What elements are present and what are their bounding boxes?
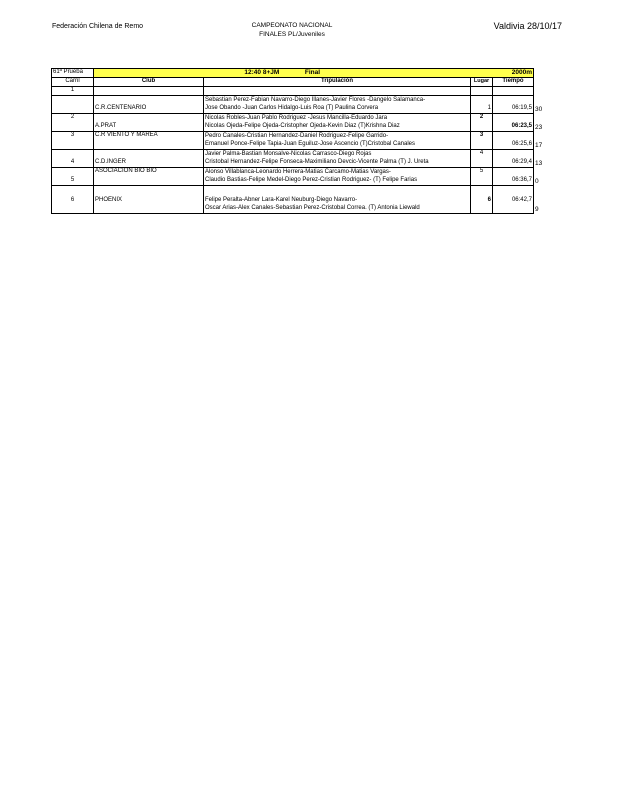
place-value: 3	[471, 131, 493, 149]
points-value: 9	[535, 205, 539, 213]
club-name: PHOENIX	[94, 195, 204, 204]
crew-line: Cristobal Hernandez-Felipe Fonseca-Maximiliano Devcic-Vicente Palma (T) J. Ureta	[204, 158, 471, 167]
crew-line	[204, 86, 471, 95]
col-time: Tiempo	[493, 78, 534, 87]
table-row	[52, 185, 548, 195]
crew-line: Javier Palma-Bastian Monsalve-Nicolas Carrasco-Diego Rojas	[204, 149, 471, 158]
table-row	[52, 113, 548, 122]
race-header-row	[52, 69, 548, 78]
col-club: Club	[94, 78, 204, 87]
time-value: 06:29,4	[493, 149, 534, 167]
crew-line: Felipe Peralta-Abner Lara-Karel Neuburg-Diego Navarro-	[204, 195, 471, 204]
results-table	[51, 68, 548, 214]
club-name: ASOCIACIÓN BIO BIO	[94, 167, 204, 185]
club-name: C.R VIENTO Y MAREA	[94, 131, 204, 149]
crew-line: Pedro Canales-Cristian Hernandez-Daniel Rodriguez-Felipe Garrido-	[204, 131, 471, 140]
points-value: 17	[535, 141, 543, 149]
race-info	[94, 69, 471, 78]
lane-number: 1	[52, 86, 94, 95]
place-value	[471, 86, 493, 95]
place-value: 6	[471, 195, 493, 204]
points-value: 23	[535, 123, 543, 131]
col-crew: Tripulación	[204, 78, 471, 87]
championship-title: CAMPEONATO NACIONAL	[251, 22, 333, 29]
points-value: 0	[535, 177, 539, 185]
points-value	[534, 86, 548, 95]
crew-line: Alonso Villablanca-Leonardo Herrera-Matias Carcamo-Matias Vargas-	[204, 167, 471, 176]
table-row	[52, 86, 548, 95]
table-row	[52, 131, 548, 140]
club-name: C.R.CENTENARIO	[94, 95, 204, 113]
table-row	[52, 95, 548, 104]
points-value: 13	[535, 159, 543, 167]
place-value: 4	[471, 149, 493, 167]
club-name: C.D.INGER	[94, 149, 204, 167]
lane-number: 6	[52, 195, 94, 204]
crew-line: Oscar Arias-Alex Canales-Sebastian Perez-Cristobal Correa. (T) Antonia Liewald	[204, 204, 471, 213]
crew-line: Nicolas Robles-Juan Pablo Rodriguez -Jesus Mancilla-Eduardo Jara	[204, 113, 471, 122]
crew-line: Emanuel Ponce-Felipe Tapia-Juan Eguiluz-Jose Ascencio (T)Cristobal Canales	[204, 140, 471, 149]
championship-header	[232, 21, 352, 39]
col-lane: Carril	[52, 78, 94, 87]
race-time-category: 12:40 8+JM	[244, 69, 280, 77]
lane-number: 4	[52, 149, 94, 167]
championship-subtitle: FINALES PL/Juveniles	[259, 31, 325, 38]
crew-line: Jose Obando -Juan Carlos Hidalgo-Luis Roa (T) Paulina Corvera	[204, 104, 471, 113]
crew-line: Nicolas Ojeda-Felipe Ojeda-Cristopher Ojeda-Kevin Diaz (T)Krishna Diaz	[204, 122, 471, 131]
crew-line: Sebastian Perez-Fabian Navarro-Diego Illanes-Javier Flores -Dangelo Salamanca-	[204, 95, 471, 104]
race-number: 61ª Prueba	[52, 69, 94, 78]
club-name: A.PRAT	[94, 113, 204, 131]
time-value: 06:19,5	[493, 95, 534, 113]
race-distance: 2000m	[471, 69, 534, 78]
time-value	[493, 86, 534, 95]
col-place: Lugar	[471, 78, 493, 87]
federation-name: Federación Chilena de Remo	[52, 23, 144, 30]
table-row	[52, 167, 548, 176]
crew-line: Claudio Bastias-Felipe Medel-Diego Perez-Cristian Rodriguez- (T) Felipe Farias	[204, 176, 471, 185]
column-header-row	[52, 78, 548, 87]
place-value: 1	[471, 95, 493, 113]
club-name	[94, 86, 204, 95]
place-value: 2	[471, 113, 493, 131]
lane-number: 5	[52, 167, 94, 185]
race-phase: Final	[304, 69, 321, 77]
time-value: 06:36,7	[493, 167, 534, 185]
points-value: 30	[535, 105, 543, 113]
lane-number: 2	[52, 113, 94, 131]
time-value: 06:25,6	[493, 131, 534, 149]
table-row	[52, 149, 548, 158]
lane-number: 3	[52, 131, 94, 149]
place-value: 5	[471, 167, 493, 185]
time-value: 06:23,5	[493, 113, 534, 131]
place-date: Valdivia 28/10/17	[493, 21, 562, 31]
time-value: 06:42,7	[493, 195, 534, 204]
